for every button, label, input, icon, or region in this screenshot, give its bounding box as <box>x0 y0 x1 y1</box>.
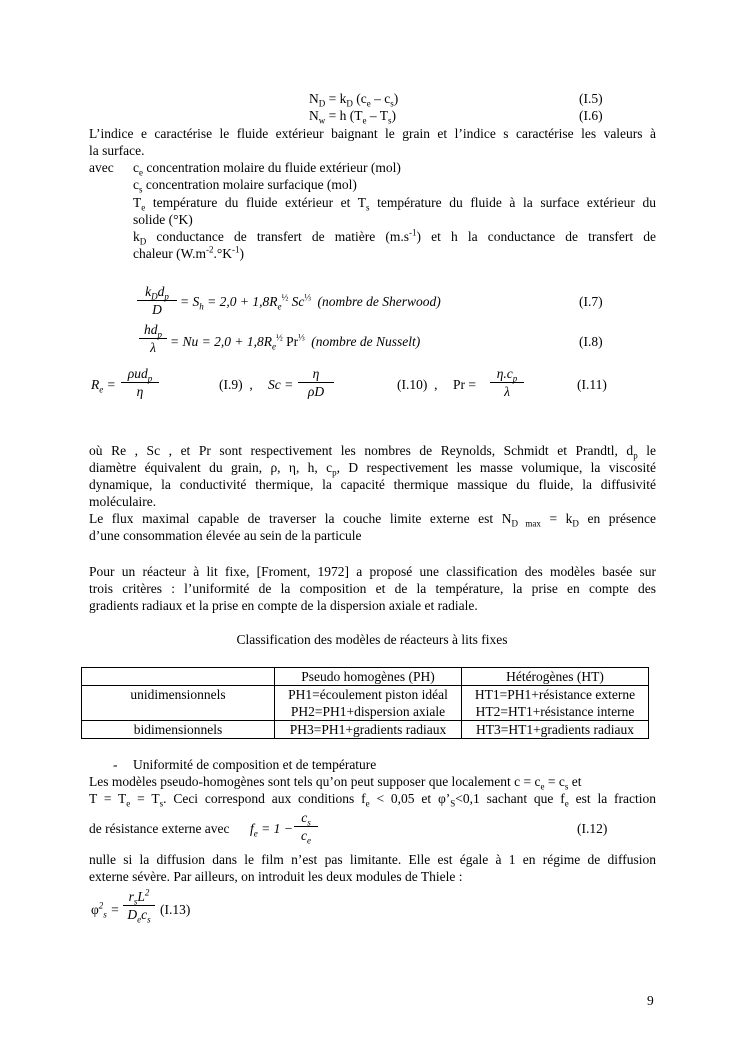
paragraph-flux-line1: Le flux maximal capable de traverser la couche limite externe est $N_{D max} = k_D$ en présence <box>89 511 656 529</box>
paragraph-froment-line1: Pour un réacteur à lit fixe, [Froment, 1972] a proposé une classification des modèles basée sur <box>89 564 656 579</box>
equation-i12-lhs: $f_e = 1$ − <box>250 821 293 839</box>
paragraph-pseudo-line3: de résistance externe avec <box>89 821 230 836</box>
equation-i10-fraction: $\frac{\eta}{\rho D}$ <box>298 366 334 401</box>
equation-i5-number: (I.5) <box>579 91 603 106</box>
paragraph-nulle-line2: externe sévère. Par ailleurs, on introduit les deux modules de Thiele : <box>89 869 463 884</box>
equation-i13-lhs: $\varphi^2_s$ = <box>91 900 120 920</box>
equation-i8-rhs: = $Nu = 2,0 + 1,8R_e^{\frac{1}{2}}$ $Pr^{\frac{1}{3}}$ (nombre de Nusselt) <box>170 332 421 352</box>
table-cell: PH3=PH1+gradients radiaux <box>275 721 462 739</box>
definition-kd: $k_D$ conductance de transfert de matière $(m.s^{-1})$ et h la conductance de transfert de <box>133 227 656 247</box>
equation-i8-fraction: $hd_p$ λ <box>139 322 167 357</box>
classification-table <box>81 667 649 739</box>
paragraph-flux-line2: d’une consommation élevée au sein de la particule <box>89 528 362 543</box>
definition-ce: $c_e$ concentration molaire du fluide extérieur (mol) <box>133 160 401 178</box>
equation-i13-number: (I.13) <box>160 902 191 917</box>
equation-i11-number: (I.11) <box>577 377 607 392</box>
table-cell: bidimensionnels <box>82 721 275 739</box>
table-row <box>82 721 649 739</box>
table-cell <box>82 703 275 721</box>
paragraph-indices-line1: L’indice e caractérise le fluide extérieur baignant le grain et l’indice s caractérise les valeurs à <box>89 126 656 141</box>
equation-i11-fraction: $\frac{\eta.c_p}{\lambda}$ <box>490 366 524 401</box>
paragraph-pseudo-line1: Les modèles pseudo-homogènes sont tels qu’on peut supposer que localement $c = c_e = c_s$ et <box>89 774 582 792</box>
paragraph-nombres-line1: où Re , Sc , et Pr sont respectivement les nombres de Reynolds, Schmidt et Prandtl, $d_p$ le <box>89 443 656 461</box>
table-cell: PH2=PH1+dispersion axiale <box>275 703 462 721</box>
equation-i6: $N_w = h$ $(T_e - T_s)$ <box>309 108 397 126</box>
table-cell: HT3=HT1+gradients radiaux <box>462 721 649 739</box>
table-header-cell: Pseudo homogènes (PH) <box>275 668 462 686</box>
table-row <box>82 703 649 721</box>
equation-i5: $N_D = k_D$ $(c_e - c_s)$ <box>309 91 399 109</box>
definition-cs: $c_s$ concentration molaire surfacique (mol) <box>133 177 357 195</box>
equation-i6-number: (I.6) <box>579 108 603 123</box>
table-cell: PH1=écoulement piston idéal <box>275 686 462 704</box>
bullet-uniformite: Uniformité de composition et de température <box>133 757 377 772</box>
paragraph-nombres-line3: dynamique, la conductivité thermique, la capacité thermique massique du fluide, la diffusivité <box>89 477 656 492</box>
equation-i10-number: (I.10) , <box>397 377 438 392</box>
table-header-cell <box>82 668 275 686</box>
equation-i7-rhs: = $S_h = 2,0 + 1,8R_e^{\frac{1}{2}}$ $Sc^{\frac{1}{3}}$ (nombre de Sherwood) <box>180 292 441 312</box>
bullet-dash: - <box>113 757 118 772</box>
equation-i11-lhs: Pr = <box>453 377 477 392</box>
avec-label: avec <box>89 160 114 175</box>
equation-i8-number: (I.8) <box>579 334 603 349</box>
table-row <box>82 686 649 704</box>
equation-i7-fraction: $k_Dd_p$ D <box>137 284 177 319</box>
table-header-row <box>82 668 649 686</box>
table-caption: Classification des modèles de réacteurs à lits fixes <box>236 632 508 647</box>
paragraph-froment-line2: trois critères : l’uniformité de la composition et de la température, la prise en compte des <box>89 581 656 596</box>
equation-i9-number: (I.9) , <box>219 377 253 392</box>
definition-te: $T_e$ température du fluide extérieur et $T_s$ température du fluide à la surface extérieur du <box>133 195 656 213</box>
table-cell: unidimensionnels <box>82 686 275 704</box>
paragraph-nulle-line1: nulle si la diffusion dans le film n’est pas limitante. Elle est égale à 1 en régime de diffusion <box>89 852 656 867</box>
table-header-cell: Hétérogènes (HT) <box>462 668 649 686</box>
equation-i9-lhs: $R_e$ = <box>91 377 116 395</box>
paragraph-pseudo-line2: $T = T_e = T_s$. Ceci correspond aux conditions $f_e < 0,05$ et $\varphi’_S<0,1$ sachant que $f_e$ est la fraction <box>89 791 656 809</box>
table-cell: HT1=PH1+résistance externe <box>462 686 649 704</box>
table-cell: HT2=HT1+résistance interne <box>462 703 649 721</box>
paragraph-nombres-line4: moléculaire. <box>89 494 157 509</box>
equation-i9-fraction: ρud$_p$ η <box>121 366 159 401</box>
paragraph-froment-line3: gradients radiaux et la prise en compte de la dispersion axiale et radiale. <box>89 598 478 613</box>
paragraph-indices-line2: la surface. <box>89 143 145 158</box>
equation-i7-number: (I.7) <box>579 294 603 309</box>
definition-te-line2: solide (°K) <box>133 212 193 227</box>
equation-i13-fraction: $r_sL^2$ $D_ec_s$ <box>123 889 155 924</box>
definition-kd-line2: chaleur $(W.m^{-2}.^\circ K^{-1})$ <box>133 244 245 261</box>
equation-i10-lhs: Sc = <box>268 377 294 392</box>
equation-i12-number: (I.12) <box>577 821 608 836</box>
equation-i12-fraction: $\frac{c_s}{c_e}$ <box>294 810 318 845</box>
page-number: 9 <box>647 993 654 1008</box>
paragraph-nombres-line2: diamètre équivalent du grain, ρ, η, h, $c_p$, D respectivement les masse volumique, la viscosité <box>89 460 656 478</box>
